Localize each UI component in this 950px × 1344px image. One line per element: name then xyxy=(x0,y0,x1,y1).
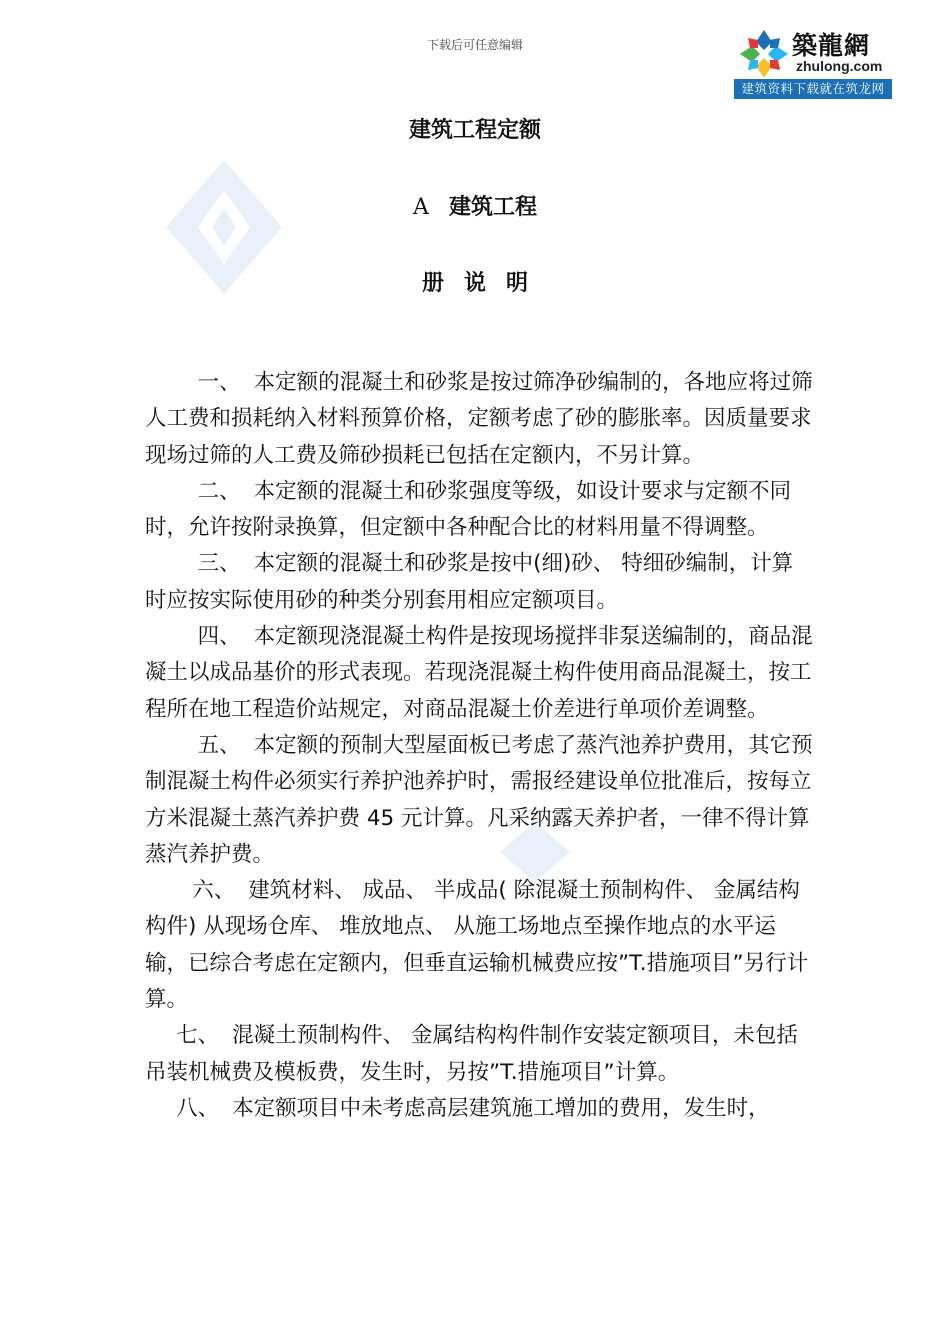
document-body xyxy=(145,365,813,1127)
paragraph: 八、 本定额项目中未考虑高层建筑施工增加的费用，发生时， xyxy=(176,1095,770,1121)
document-title: 建筑工程定额 xyxy=(408,118,541,143)
paragraph: 四、 本定额现浇混凝土构件是按现场搅拌非泵送编制的，商品混凝土以成品基价的形式表现。若现浇混凝土构件使用商品混凝土，按工程所在地工程造价站规定，对商品混凝土价差进行单项价差调整。 xyxy=(145,624,813,722)
paragraph: 五、 本定额的预制大型屋面板已考虑了蒸汽池养护费用，其它预制混凝土构件必须实行养护池养护时，需报经建设单位批准后，按每立方米混凝土蒸汽养护费 45 元计算。凡采纳露天养护者，一律不得计算蒸汽养护费。 xyxy=(145,732,813,867)
paragraph: 一、 本定额的混凝土和砂浆是按过筛净砂编制的，各地应将过筛人工费和损耗纳入材料预算价格，定额考虑了砂的膨胀率。因质量要求现场过筛的人工费及筛砂损耗已包括在定额内，不另计算。 xyxy=(145,370,813,468)
paragraph: 三、 本定额的混凝土和砂浆是按中(细)砂、 特细砂编制，计算时应按实际使用砂的种类分别套用相应定额项目。 xyxy=(145,551,794,613)
section-title: 建筑工程 xyxy=(448,195,537,220)
volume-heading: 册说明 xyxy=(421,271,548,296)
section-heading xyxy=(0,190,950,221)
paragraph: 六、 建筑材料、 成品、 半成品( 除混凝土预制构件、 金属结构构件) 从现场仓库、 堆放地点、 从施工场地点至操作地点的水平运输，已综合考虑在定额内，但垂直运输机械费应按”T.措施项目”另行计算。 xyxy=(145,878,809,1013)
paragraph: 七、 混凝土预制构件、 金属结构构件制作安装定额项目，未包括吊装机械费及模板费，发生时，另按”T.措施项目”计算。 xyxy=(145,1023,798,1085)
logo-slogan: 建筑资料下载就在筑龙网 xyxy=(734,79,892,99)
flower-logo-icon xyxy=(738,28,790,80)
zhulong-logo xyxy=(734,22,892,100)
section-letter: A xyxy=(413,195,429,220)
paragraph: 二、 本定额的混凝土和砂浆强度等级，如设计要求与定额不同时，允许按附录换算，但定额中各种配合比的材料用量不得调整。 xyxy=(145,478,792,541)
logo-brand-name: 築龍網 xyxy=(792,31,871,60)
header-note: 下载后可任意编辑 xyxy=(426,38,523,52)
logo-brand-url: zhulong.com xyxy=(796,58,883,74)
